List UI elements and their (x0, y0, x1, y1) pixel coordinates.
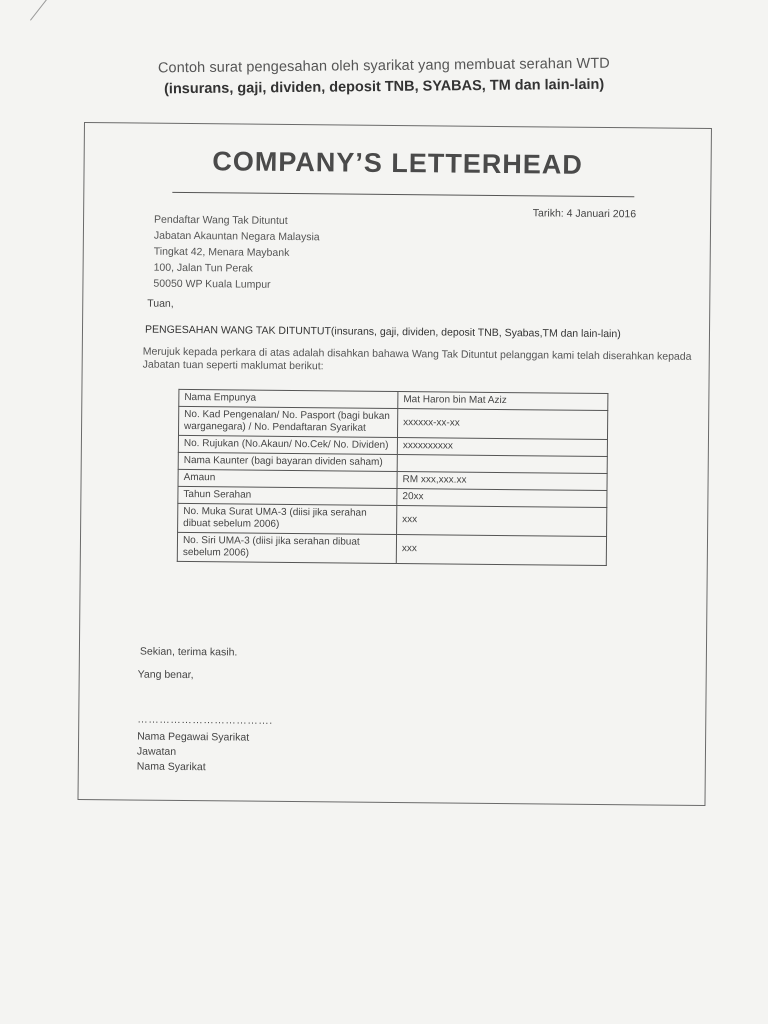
address-line: Jabatan Akauntan Negara Malaysia (153, 229, 320, 244)
table-value: RM xxx,xxx.xx (397, 472, 607, 491)
scan-artifact-line (30, 0, 68, 21)
recipient-address (153, 212, 320, 294)
letter-frame (77, 122, 711, 806)
signature-line: ………………………………. (137, 713, 273, 727)
table-value: Mat Haron bin Mat Aziz (398, 392, 608, 411)
caption-line-1: Contoh surat pengesahan oleh syarikat yang membuat serahan WTD (157, 55, 610, 77)
caption-line-2: (insurans, gaji, dividen, deposit TNB, SYABAS, TM dan lain-lain) (163, 76, 605, 98)
signatory-position: Jawatan (136, 745, 177, 758)
letter-paragraph: Merujuk kepada perkara di atas adalah disahkan bahawa Wang Tak Dituntut pelanggan kami telah diserahkan kepada Jabatan tuan seperti maklumat berikut: (142, 345, 692, 373)
table-row (177, 532, 606, 565)
salutation: Tuan, (147, 297, 174, 310)
table-label: Nama Kaunter (bagi bayaran dividen saham) (178, 452, 397, 471)
table-value: xxx (396, 535, 606, 566)
details-table (177, 389, 609, 566)
document-caption (0, 54, 768, 99)
table-label: Amaun (178, 469, 397, 488)
table-value: 20xx (397, 489, 607, 508)
table-value (397, 455, 607, 474)
table-value: xxxxxx-xx-xx (397, 409, 607, 440)
table-row (178, 406, 607, 439)
letterhead-rule (172, 192, 634, 197)
letter-date: Tarikh: 4 Januari 2016 (532, 207, 637, 221)
letter-subject: PENGESAHAN WANG TAK DITUNTUT(insurans, gaji, dividen, deposit TNB, Syabas,TM dan lain-lain) (144, 323, 621, 341)
table-label: No. Kad Pengenalan/ No. Pasport (bagi bukan warganegara) / No. Pendaftaran Syarikat (178, 406, 397, 437)
table-label: No. Siri UMA-3 (diisi jika serahan dibuat sebelum 2006) (177, 532, 396, 563)
signatory-company: Nama Syarikat (136, 760, 206, 774)
table-value: xxx (397, 506, 607, 537)
closing-thanks: Sekian, terima kasih. (139, 645, 238, 659)
table-row (178, 503, 607, 536)
table-label: No. Muka Surat UMA-3 (diisi jika serahan dibuat sebelum 2006) (178, 503, 397, 534)
address-line: Tingkat 42, Menara Maybank (153, 245, 290, 259)
table-label: No. Rujukan (No.Akaun/ No.Cek/ No. Dividen) (178, 435, 397, 454)
letterhead-title: COMPANY’S LETTERHEAD (212, 146, 584, 180)
address-line: 50050 WP Kuala Lumpur (153, 277, 271, 291)
table-label: Tahun Serahan (178, 486, 397, 505)
signature-block (137, 730, 249, 776)
address-line: Pendaftar Wang Tak Dituntut (154, 213, 288, 227)
closing-regards: Yang benar, (137, 668, 194, 682)
table-value: xxxxxxxxxx (397, 438, 607, 457)
table-label: Nama Empunya (179, 389, 398, 408)
address-line: 100, Jalan Tun Perak (153, 261, 253, 275)
signatory-name: Nama Pegawai Syarikat (137, 730, 250, 744)
